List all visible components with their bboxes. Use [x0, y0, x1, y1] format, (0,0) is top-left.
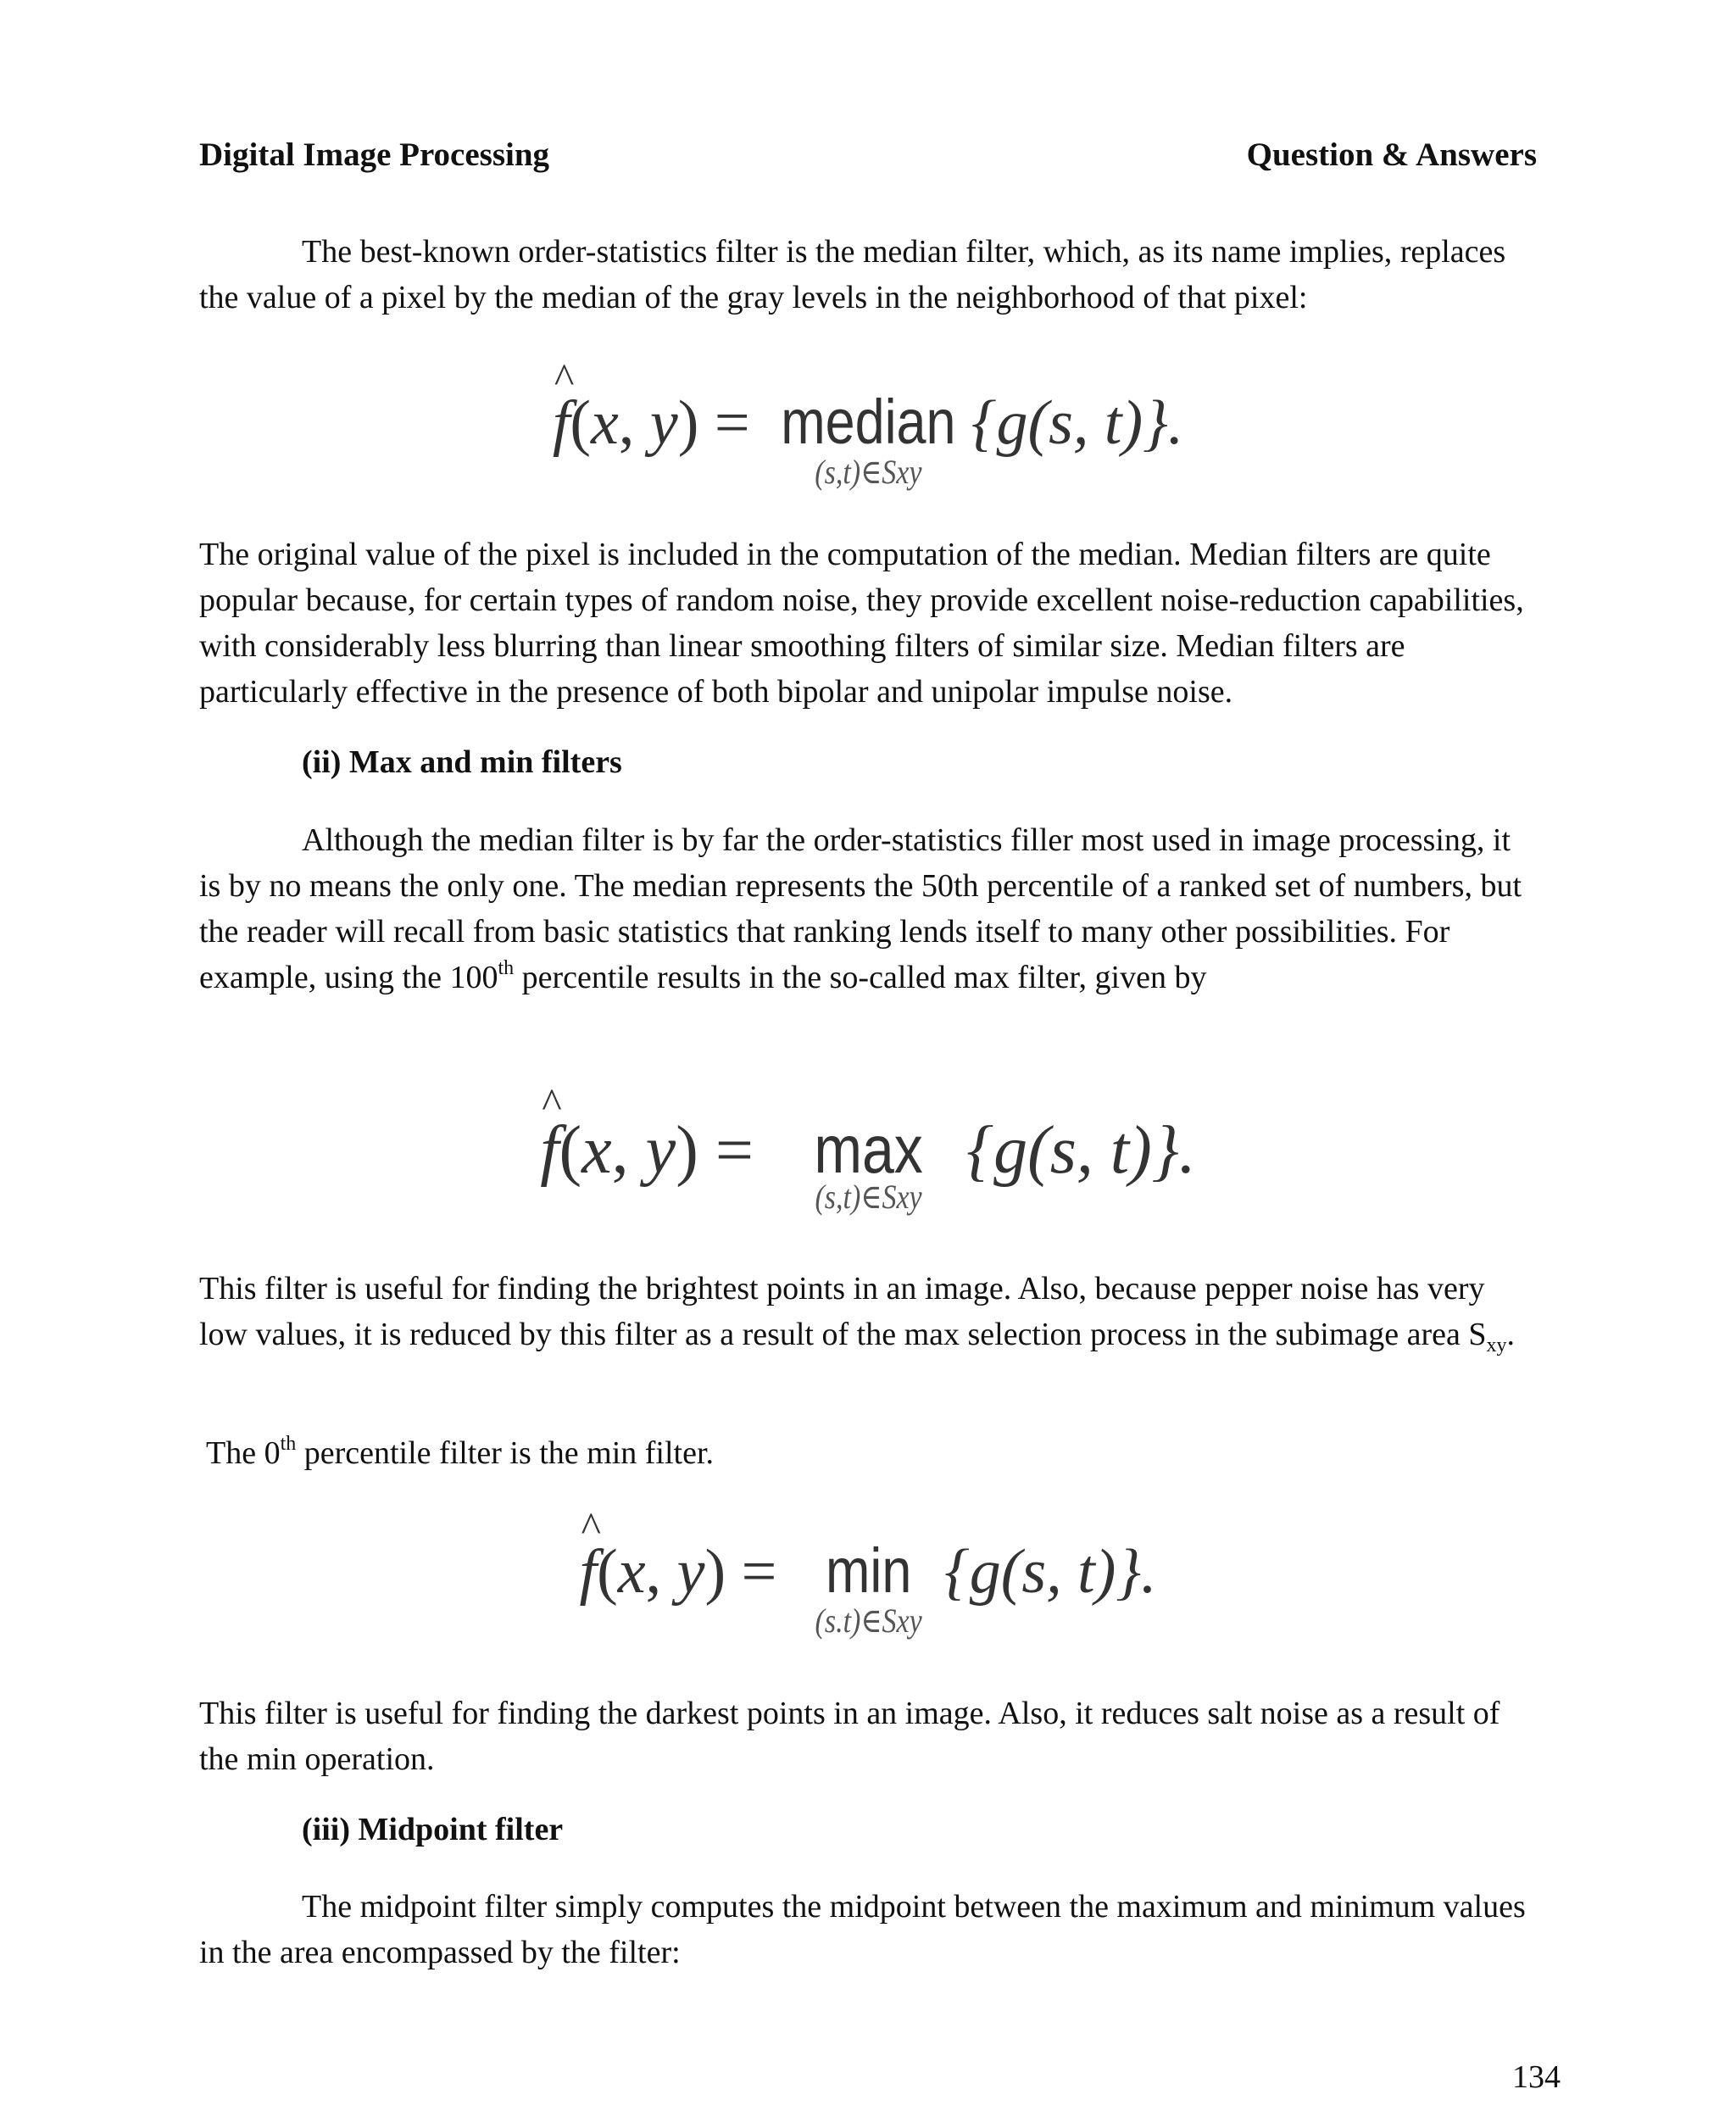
equation-lhs: (x, y) = — [597, 1537, 793, 1607]
median-operator: median (s,t)∈Sxy — [781, 387, 956, 491]
page-number: 134 — [1512, 2059, 1561, 2095]
f-hat-symbol: f ^ — [552, 354, 575, 458]
header-title: Digital Image Processing — [199, 136, 550, 173]
equation-rhs: {g(s, t)}. — [971, 388, 1184, 458]
superscript-th: th — [280, 1433, 297, 1455]
section-heading-midpoint: (iii) Midpoint filter — [302, 1812, 564, 1847]
subscript-xy: xy — [1486, 1334, 1507, 1356]
equation-lhs: (x, y) = — [559, 1113, 771, 1188]
paragraph-min-description: This filter is useful for finding the darkest points in an image. Also, it reduces salt noise as a result of the min operation. — [199, 1696, 1500, 1777]
equation-rhs: {g(s, t)}. — [944, 1537, 1157, 1607]
paragraph-median-description: The original value of the pixel is included in the computation of the median. Median filters are quite popular because, for certain types of random noise, they provide excellent noise-reduction capabilities, with considerably less blurring than linear smoothing filters of similar size. Median filters are particularly effective in the presence of both bipolar and unipolar impulse noise. — [199, 537, 1524, 710]
paragraph-max-intro: Although the median filter is by far the order-statistics filler most used in image processing, it is by no means the only one. The median represents the 50th percentile of a ranked set of numbers, but the reader will recall from basic statistics that ranking lends itself to many other possibilities. For example, using the 100th percentile results in the so-called max filter, given by — [199, 822, 1522, 995]
superscript-th: th — [498, 957, 515, 979]
equation-subscript: (s,t)∈Sxy — [815, 1178, 922, 1216]
header-subtitle: Question & Answers — [1246, 136, 1537, 173]
equation-min — [0, 1503, 1736, 1640]
paragraph-max-description: This filter is useful for finding the brightest points in an image. Also, because pepper noise has very low values, it is reduced by this filter as a result of the max selection process in the subimage area $S_{xy}$. — [199, 1271, 1516, 1356]
paragraph-min-intro: The 0th percentile filter is the min filter. — [206, 1433, 715, 1471]
f-hat-symbol: f ^ — [540, 1079, 562, 1188]
equation-lhs: (x, y) = — [570, 388, 766, 458]
equation-max — [0, 1079, 1736, 1216]
f-hat-symbol: f ^ — [579, 1503, 602, 1607]
equation-subscript: (s,t)∈Sxy — [815, 453, 922, 491]
equation-subscript: (s.t)∈Sxy — [815, 1602, 922, 1640]
equation-rhs: {g(s, t)}. — [966, 1113, 1196, 1188]
section-heading-max-min: (ii) Max and min filters — [302, 744, 622, 780]
page-header — [199, 136, 1537, 174]
min-operator: min (s.t)∈Sxy — [815, 1535, 922, 1640]
max-operator: max (s,t)∈Sxy — [814, 1111, 923, 1216]
equation-median — [0, 354, 1736, 491]
paragraph-median-intro: The best-known order-statistics filter is the median filter, which, as its name implies, replaces the value of a pixel by the median of the gray levels in the neighborhood of that pixel: — [199, 234, 1506, 315]
paragraph-midpoint-intro: The midpoint filter simply computes the midpoint between the maximum and minimum values in the area encompassed by the filter: — [199, 1889, 1526, 1970]
